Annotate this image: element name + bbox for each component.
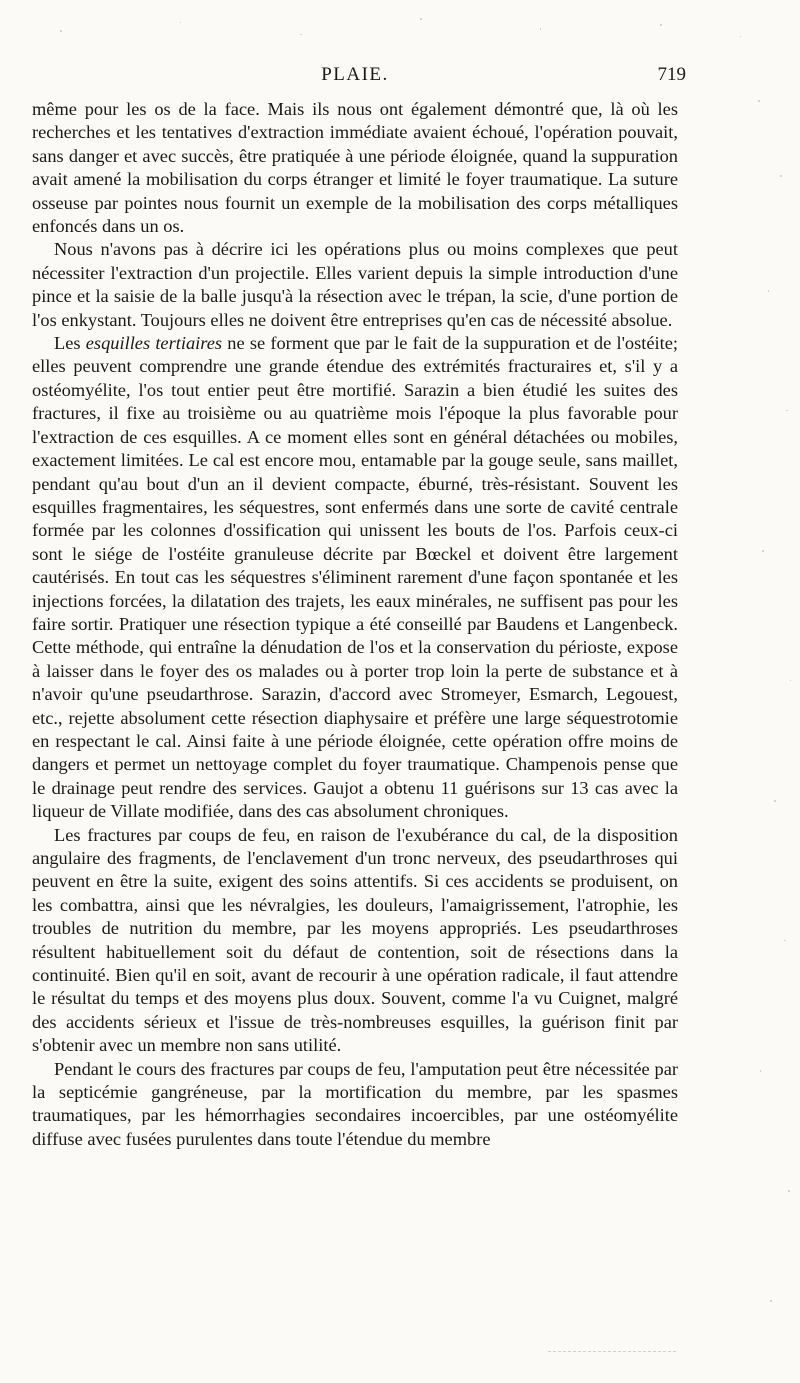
page-body bbox=[32, 98, 678, 1151]
scan-margin-noise bbox=[740, 80, 800, 1340]
paragraph-2 bbox=[32, 238, 678, 332]
paragraph-2-text: Nous n'avons pas à décrire ici les opérations plus ou moins complexes que peut nécessiter l'extraction d'un projectile. Elles varient depuis la simple introduction d'une pince et la saisie de la balle jusqu'à la résection avec le trépan, la scie, d'une portion de l'os enkystant. Toujours elles ne doivent être entreprises qu'en cas de nécessité absolue. bbox=[32, 239, 678, 330]
paragraph-3-text-rest: ne se forment que par le fait de la suppuration et de l'ostéite; elles peuvent comprendre une grande étendue des extrémités fracturaires et, s'il y a ostéomyélite, l'os tout entier peut être mortifié. Sarazin a bien étudié les suites des fractures, il fixe au troisième ou au quatrième mois l'époque la plus favorable pour l'extraction de ces esquilles. A ce moment elles sont en général détachées ou mobiles, exactement limitées. Le cal est encore mou, entamable par la gouge seule, sans maillet, pendant qu'au bout d'un an il devient compacte, éburné, très-résistant. Souvent les esquilles fragmentaires, les séquestres, sont enfermés dans une sorte de cavité centrale formée par les colonnes d'ossification qui unissent les bouts de l'os. Parfois ceux-ci sont le siége de l'ostéite granuleuse décrite par Bœckel et doivent être largement cautérisés. En tout cas les séquestres s'éliminent rarement d'une façon spontanée et les injections forcées, la dilatation des trajets, les eaux minérales, ne suffisent pas pour les faire sortir. Pratiquer une résection typique a été conseillé par Baudens et Langenbeck. Cette méthode, qui entraîne la dénudation de l'os et la conservation du périoste, expose à laisser dans le foyer des os malades ou à porter trop loin la perte de substance et à n'avoir qu'une pseudarthrose. Sarazin, d'accord avec Stromeyer, Esmarch, Legouest, etc., rejette absolument cette résection diaphysaire et préfère une large séquestrotomie en respectant le cal. Ainsi faite à une période éloignée, cette opération offre moins de dangers et permet un nettoyage complet du foyer traumatique. Champenois pense que le drainage peut rendre des services. Gaujot a obtenu 11 guérisons sur 13 cas avec la liqueur de Villate modifiée, dans des cas absolument chroniques. bbox=[32, 333, 679, 822]
paragraph-5 bbox=[32, 1058, 678, 1152]
paragraph-3-emphasis: esquilles tertiaires bbox=[85, 333, 223, 354]
page-number: 719 bbox=[657, 64, 686, 85]
bottom-scan-line bbox=[548, 1351, 676, 1352]
paragraph-3 bbox=[32, 332, 678, 824]
page-header bbox=[32, 64, 686, 98]
paragraph-5-text: Pendant le cours des fractures par coups de feu, l'amputation peut être nécessitée par la septicémie gangréneuse, par la mortification du membre, par les spasmes traumatiques, par les hémorrhagies secondaires incoercibles, par une ostéomyélite diffuse avec fusées purulentes dans toute l'étendue du membre bbox=[32, 1058, 678, 1149]
paragraph-1 bbox=[32, 98, 678, 238]
running-title: PLAIE. bbox=[321, 64, 389, 85]
paragraph-4 bbox=[32, 824, 678, 1058]
paragraph-1-text: même pour les os de la face. Mais ils nous ont également démontré que, là où les recherches et les tentatives d'extraction immédiate avaient échoué, l'opération pouvait, sans danger et avec succès, être pratiquée à une période éloignée, quand la suppuration avait amené la mobilisation du corps étranger et limité le foyer traumatique. La suture osseuse par pointes nous fournit un exemple de la mobilisation des corps métalliques enfoncés dans un os. bbox=[32, 99, 678, 237]
paragraph-3-text-start: Les bbox=[54, 333, 86, 354]
scan-top-noise bbox=[0, 0, 800, 50]
book-page bbox=[32, 64, 686, 1151]
paragraph-4-text: Les fractures par coups de feu, en raison de l'exubérance du cal, de la disposition angulaire des fragments, de l'enclavement d'un tronc nerveux, des pseudarthroses qui peuvent en être la suite, exigent des soins attentifs. Si ces accidents se produisent, on les combattra, ainsi que les névralgies, les douleurs, l'amaigrissement, l'atrophie, les troubles de nutrition du membre, par les moyens appropriés. Les pseudarthroses résultent habituellement soit du défaut de contention, soit de résections dans la continuité. Bien qu'il en soit, avant de recourir à une opération radicale, il faut attendre le résultat du temps et des moyens plus doux. Souvent, comme l'a vu Cuignet, malgré des accidents sérieux et l'issue de très-nombreuses esquilles, la guérison finit par s'obtenir avec un membre non sans utilité. bbox=[32, 824, 678, 1056]
